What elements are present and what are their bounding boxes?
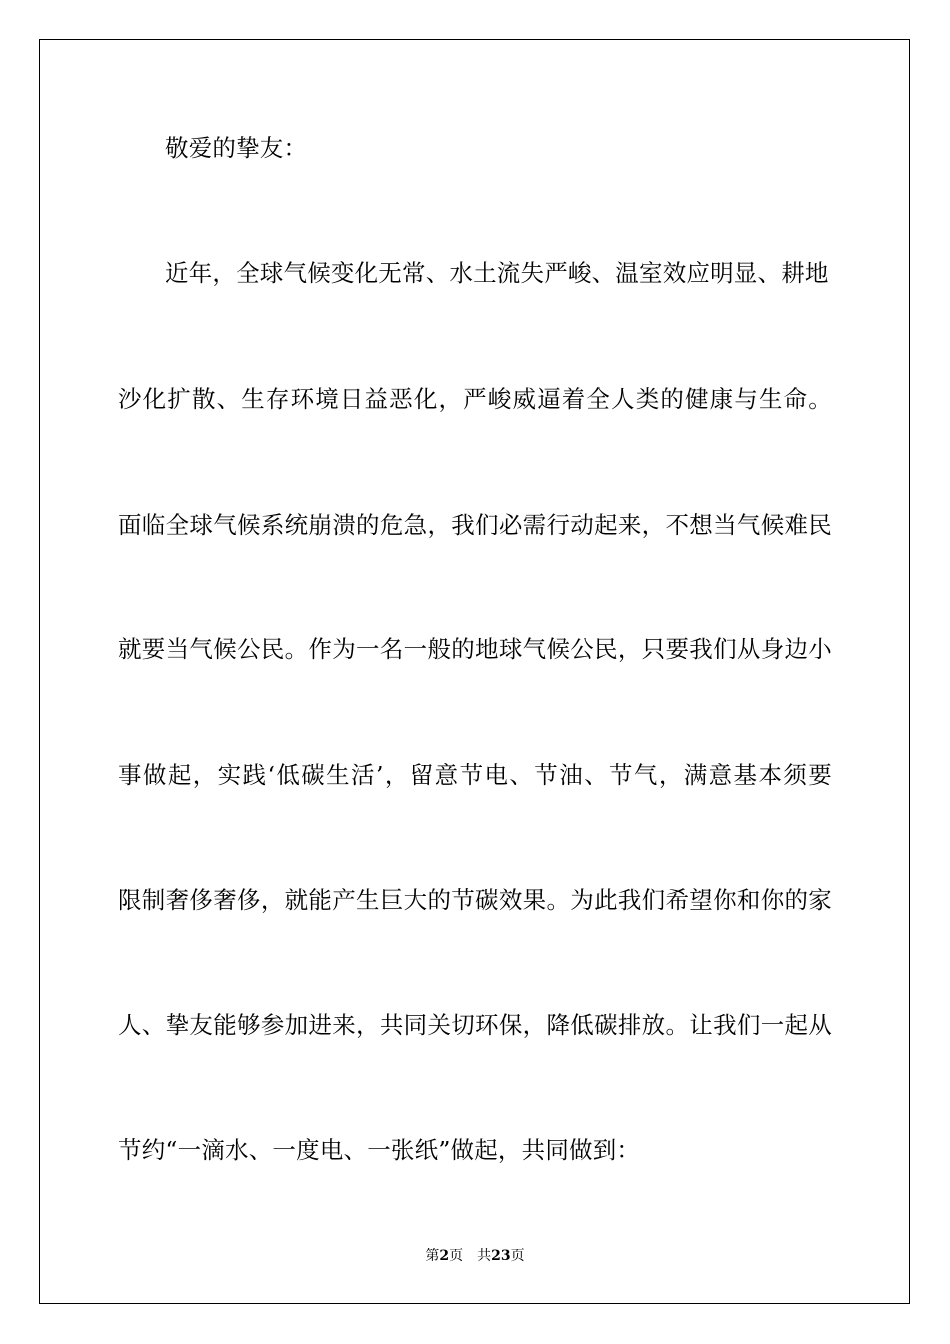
page-border <box>39 39 910 1304</box>
body-line-3: 面临全球气候系统崩溃的危急，我们必需行动起来，不想当气候难民 <box>118 511 832 539</box>
body-line-6: 限制奢侈奢侈，就能产生巨大的节碳效果。为此我们希望你和你的家 <box>118 886 832 914</box>
body-line-5: 事做起，实践‘低碳生活’，留意节电、节油、节气，满意基本须要 <box>118 761 832 789</box>
page-footer <box>0 1247 950 1265</box>
footer-total-pages: 23 <box>491 1248 511 1264</box>
greeting-line: 敬爱的挚友： <box>165 134 308 162</box>
footer-total-prefix: 共 <box>477 1248 492 1264</box>
body-line-8: 节约“一滴水、一度电、一张纸”做起，共同做到： <box>118 1136 641 1164</box>
footer-total-unit: 页 <box>510 1248 525 1264</box>
footer-page-number: 2 <box>439 1248 450 1264</box>
footer-page-unit: 页 <box>449 1248 464 1264</box>
footer-prefix: 第 <box>425 1248 440 1264</box>
body-line-1: 近年，全球气候变化无常、水土流失严峻、温室效应明显、耕地 <box>165 259 829 287</box>
body-line-7: 人、挚友能够参加进来，共同关切环保，降低碳排放。让我们一起从 <box>118 1011 832 1039</box>
body-line-4: 就要当气候公民。作为一名一般的地球气候公民，只要我们从身边小 <box>118 635 832 663</box>
body-line-2: 沙化扩散、生存环境日益恶化，严峻威逼着全人类的健康与生命。 <box>118 385 832 413</box>
